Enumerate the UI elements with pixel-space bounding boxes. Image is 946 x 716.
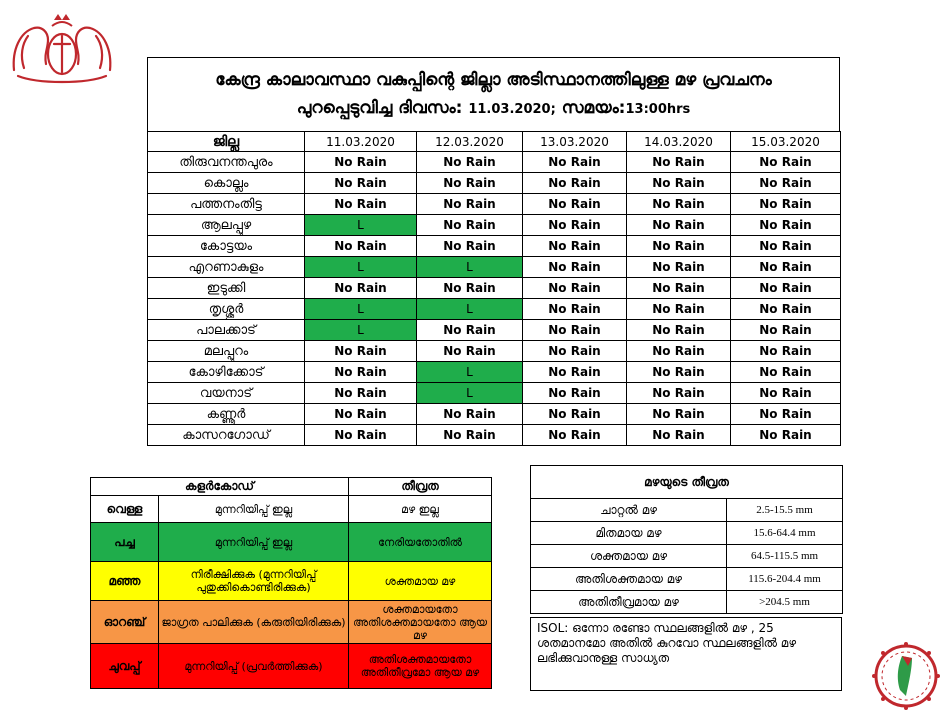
forecast-cell: No Rain (731, 341, 841, 362)
forecast-cell: No Rain (627, 257, 731, 278)
forecast-cell: L (417, 362, 523, 383)
district-name: കോഴിക്കോട് (148, 362, 305, 383)
intensity-header: മഴയുടെ തീവ്രത (531, 466, 843, 499)
district-name: പാലക്കാട് (148, 320, 305, 341)
forecast-cell: No Rain (523, 320, 627, 341)
forecast-cell: No Rain (305, 404, 417, 425)
intensity-header-row (531, 466, 843, 499)
legend-color-name: ചുവപ്പ് (91, 644, 159, 689)
forecast-cell: No Rain (731, 383, 841, 404)
legend-header-code: കളർകോഡ് (91, 478, 349, 496)
forecast-cell: No Rain (731, 320, 841, 341)
forecast-cell: L (305, 299, 417, 320)
table-row (148, 425, 841, 446)
forecast-cell: No Rain (305, 278, 417, 299)
forecast-cell: No Rain (523, 215, 627, 236)
district-name: കണ്ണൂർ (148, 404, 305, 425)
kerala-emblem-icon (8, 10, 116, 88)
forecast-cell: L (417, 299, 523, 320)
table-row (148, 257, 841, 278)
forecast-cell: L (305, 215, 417, 236)
legend-color-name: മഞ്ഞ (91, 562, 159, 601)
forecast-cell: No Rain (627, 404, 731, 425)
table-row (148, 173, 841, 194)
intensity-row (531, 568, 843, 591)
intensity-label: മിതമായ മഴ (531, 522, 727, 545)
district-name: പത്തനംതിട്ട (148, 194, 305, 215)
forecast-cell: No Rain (627, 383, 731, 404)
district-header: ജില്ല (148, 132, 305, 152)
district-name: കാസറഗോഡ് (148, 425, 305, 446)
table-row (148, 404, 841, 425)
legend-row-yellow (91, 562, 492, 601)
legend-intensity: ശക്തമായ മഴ (349, 562, 492, 601)
legend-meaning: മുന്നറിയിപ്പ് ഇല്ല (159, 496, 349, 523)
forecast-cell: No Rain (417, 425, 523, 446)
date-header: 13.03.2020 (523, 132, 627, 152)
legend-color-name: ഓറഞ്ച് (91, 601, 159, 644)
isol-note: ISOL: ഒന്നോ രണ്ടോ സ്ഥലങ്ങളിൽ മഴ , 25 ശതമാനമോ അതിൽ കുറവോ സ്ഥലങ്ങളിൽ മഴ ലഭിക്കുവാനുള്ള സാധ്യത (530, 617, 842, 691)
forecast-cell: No Rain (523, 404, 627, 425)
forecast-cell: L (417, 257, 523, 278)
forecast-cell: No Rain (523, 194, 627, 215)
time-label: സമയം: (561, 97, 626, 118)
district-name: തൃശ്ശൂർ (148, 299, 305, 320)
date-header: 12.03.2020 (417, 132, 523, 152)
forecast-cell: No Rain (523, 152, 627, 173)
forecast-cell: No Rain (731, 173, 841, 194)
forecast-cell: No Rain (305, 194, 417, 215)
district-name: കൊല്ലം (148, 173, 305, 194)
color-code-legend (90, 477, 492, 689)
legend-meaning: മുന്നറിയിപ്പ് ഇല്ല (159, 523, 349, 562)
forecast-cell: No Rain (523, 173, 627, 194)
forecast-table (147, 131, 841, 446)
forecast-cell: No Rain (523, 362, 627, 383)
forecast-cell: No Rain (523, 257, 627, 278)
intensity-range: 2.5-15.5 mm (727, 499, 843, 522)
forecast-cell: No Rain (731, 257, 841, 278)
forecast-cell: No Rain (305, 152, 417, 173)
legend-row-green (91, 523, 492, 562)
forecast-cell: No Rain (731, 194, 841, 215)
date-header: 14.03.2020 (627, 132, 731, 152)
forecast-cell: No Rain (731, 215, 841, 236)
forecast-header-row (148, 132, 841, 152)
district-name: ആലപ്പുഴ (148, 215, 305, 236)
page-title: കേന്ദ്ര കാലാവസ്ഥാ വകുപ്പിന്റെ ജില്ലാ അടിസ്ഥാനത്തിലുള്ള മഴ പ്രവചനം (215, 69, 772, 90)
forecast-cell: No Rain (417, 152, 523, 173)
district-name: മലപ്പുറം (148, 341, 305, 362)
forecast-cell: No Rain (627, 320, 731, 341)
intensity-range: 15.6-64.4 mm (727, 522, 843, 545)
legend-row-orange (91, 601, 492, 644)
forecast-cell: No Rain (523, 299, 627, 320)
forecast-cell: No Rain (627, 425, 731, 446)
issued-label: പുറപ്പെടുവിച്ച ദിവസം: (296, 97, 463, 118)
forecast-cell: No Rain (523, 341, 627, 362)
forecast-cell: No Rain (523, 236, 627, 257)
issued-date: 11.03.2020; (468, 101, 556, 117)
forecast-cell: No Rain (417, 278, 523, 299)
forecast-cell: No Rain (627, 215, 731, 236)
table-row (148, 320, 841, 341)
legend-header-row (91, 478, 492, 496)
forecast-cell: No Rain (417, 236, 523, 257)
forecast-cell: No Rain (523, 383, 627, 404)
date-header: 11.03.2020 (305, 132, 417, 152)
intensity-label: അതിതീവ്രമായ മഴ (531, 591, 727, 614)
forecast-cell: No Rain (305, 341, 417, 362)
intensity-row (531, 545, 843, 568)
district-name: തിരുവനന്തപുരം (148, 152, 305, 173)
intensity-row (531, 499, 843, 522)
forecast-cell: No Rain (627, 173, 731, 194)
forecast-cell: No Rain (627, 236, 731, 257)
date-header: 15.03.2020 (731, 132, 841, 152)
forecast-cell: L (305, 320, 417, 341)
forecast-cell: No Rain (305, 236, 417, 257)
forecast-cell: No Rain (305, 383, 417, 404)
forecast-cell: No Rain (627, 362, 731, 383)
forecast-cell: No Rain (731, 299, 841, 320)
table-row (148, 215, 841, 236)
legend-row-white (91, 496, 492, 523)
time-unit: hrs (666, 101, 691, 117)
forecast-cell: No Rain (417, 320, 523, 341)
forecast-cell: L (417, 383, 523, 404)
intensity-row (531, 522, 843, 545)
legend-meaning: മുന്നറിയിപ്പ് (പ്രവർത്തിക്കുക) (159, 644, 349, 689)
legend-intensity: അതിശക്തമായതോ അതിതീവ്രമോ ആയ മഴ (349, 644, 492, 689)
table-row (148, 341, 841, 362)
legend-color-name: വെള്ള (91, 496, 159, 523)
forecast-cell: No Rain (731, 152, 841, 173)
forecast-cell: No Rain (305, 362, 417, 383)
legend-meaning: നിരീക്ഷിക്കുക (മുന്നറിയിപ്പ് പുതുക്കികൊണ്ടിരിക്കുക) (159, 562, 349, 601)
intensity-range: 64.5-115.5 mm (727, 545, 843, 568)
forecast-cell: No Rain (523, 425, 627, 446)
forecast-cell: No Rain (627, 341, 731, 362)
legend-intensity: നേരിയതോതിൽ (349, 523, 492, 562)
legend-row-red (91, 644, 492, 689)
forecast-cell: No Rain (305, 173, 417, 194)
ksdma-logo-icon (872, 640, 940, 712)
forecast-cell: No Rain (627, 299, 731, 320)
table-row (148, 299, 841, 320)
forecast-cell: No Rain (417, 173, 523, 194)
table-row (148, 278, 841, 299)
table-row (148, 194, 841, 215)
district-name: വയനാട് (148, 383, 305, 404)
table-row (148, 383, 841, 404)
legend-intensity: മഴ ഇല്ല (349, 496, 492, 523)
forecast-cell: No Rain (305, 425, 417, 446)
table-row (148, 236, 841, 257)
forecast-cell: No Rain (417, 404, 523, 425)
intensity-label: അതിശക്തമായ മഴ (531, 568, 727, 591)
legend-meaning: ജാഗ്രത പാലിക്കുക (കരുതിയിരിക്കുക) (159, 601, 349, 644)
legend-intensity: ശക്തമായതോ അതിശക്തമായതോ ആയ മഴ (349, 601, 492, 644)
forecast-cell: No Rain (627, 194, 731, 215)
forecast-cell: No Rain (731, 425, 841, 446)
district-name: എറണാകുളം (148, 257, 305, 278)
table-row (148, 362, 841, 383)
district-name: കോട്ടയം (148, 236, 305, 257)
forecast-cell: No Rain (627, 152, 731, 173)
forecast-cell: L (305, 257, 417, 278)
district-name: ഇടുക്കി (148, 278, 305, 299)
forecast-cell: No Rain (417, 215, 523, 236)
intensity-row (531, 591, 843, 614)
legend-color-name: പച്ച (91, 523, 159, 562)
rain-intensity-table (530, 465, 843, 614)
title-box (147, 57, 840, 132)
legend-header-intensity: തീവ്രത (349, 478, 492, 496)
forecast-cell: No Rain (523, 278, 627, 299)
forecast-cell: No Rain (417, 194, 523, 215)
forecast-cell: No Rain (731, 404, 841, 425)
forecast-cell: No Rain (417, 341, 523, 362)
intensity-label: ശക്തമായ മഴ (531, 545, 727, 568)
time-value: 13:00 (625, 101, 667, 117)
issued-line (297, 94, 691, 124)
forecast-cell: No Rain (731, 278, 841, 299)
forecast-cell: No Rain (731, 362, 841, 383)
intensity-label: ചാറ്റൽ മഴ (531, 499, 727, 522)
forecast-cell: No Rain (731, 236, 841, 257)
table-row (148, 152, 841, 173)
intensity-range: 115.6-204.4 mm (727, 568, 843, 591)
intensity-range: >204.5 mm (727, 591, 843, 614)
forecast-cell: No Rain (627, 278, 731, 299)
